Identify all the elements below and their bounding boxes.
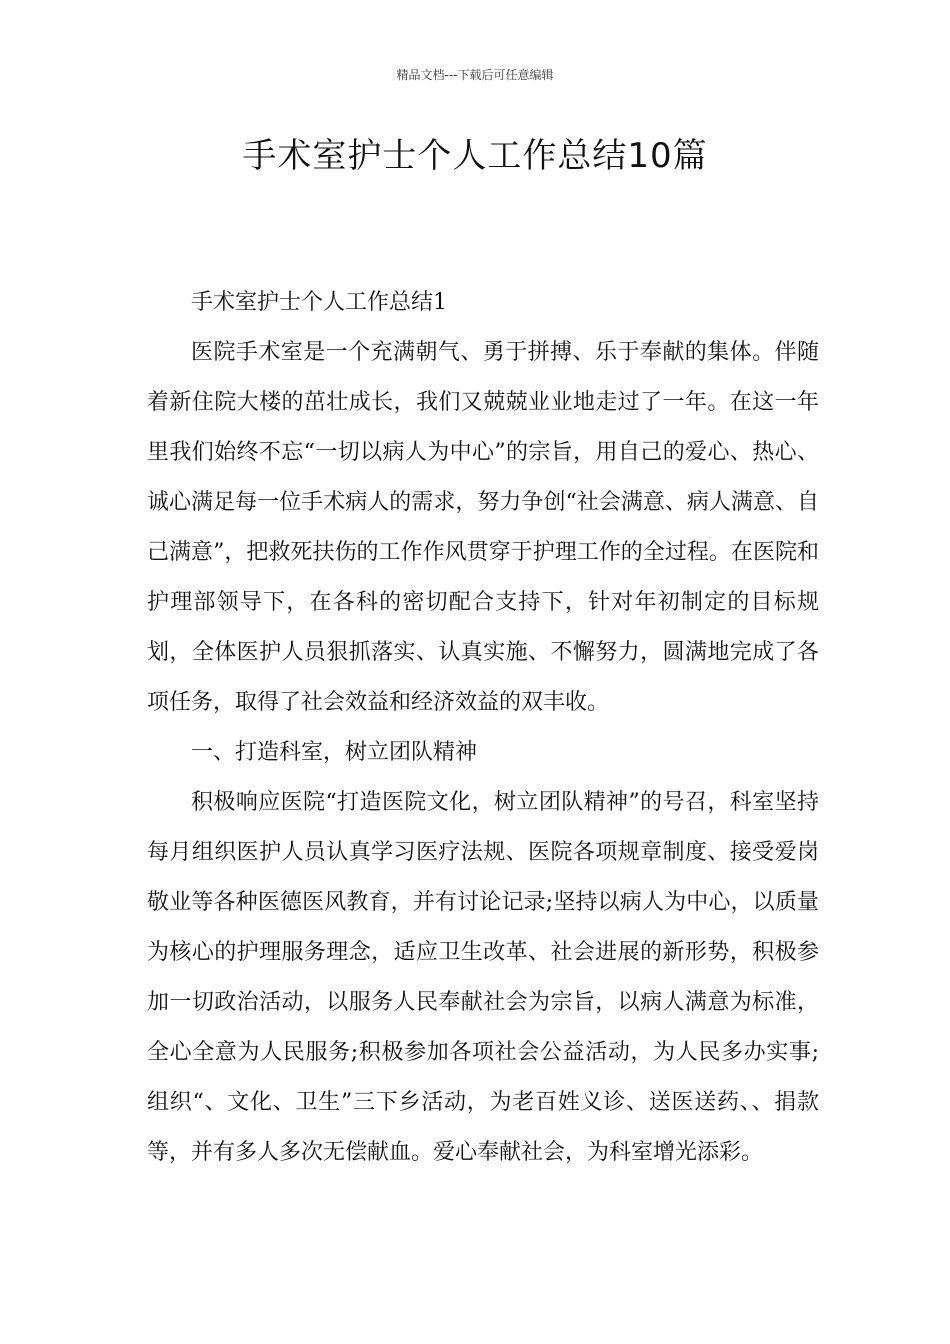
paragraph-team-spirit: 积极响应医院“打造医院文化，树立团队精神”的号召，科室坚持每月组织医护人员认真学习医疗法规、医院各项规章制度、接受爱岗敬业等各种医德医风教育，并有讨论记录;坚持以病人为中心，以质量为核心的护理服务理念，适应卫生改革、社会进展的新形势，积极参加一切政治活动，以服务人民奉献社会为宗旨，以病人满意为标准，全心全意为人民服务;积极参加各项社会公益活动，为人民多办实事;组织“、文化、卫生”三下乡活动，为老百姓义诊、送医送药、、捐款等，并有多人多次无偿献血。爱心奉献社会，为科室增光添彩。 [147,790,819,1165]
header-note: 精品文档---下载后可任意编辑 [396,68,554,82]
section-heading: 一、打造科室，树立团队精神 [191,740,478,765]
paragraph-intro: 医院手术室是一个充满朝气、勇于拼搏、乐于奉献的集体。伴随着新住院大楼的茁壮成长，我们又兢兢业业地走过了一年。在这一年里我们始终不忘“一切以病人为中心”的宗旨，用自己的爱心、热心、诚心满足每一位手术病人的需求，努力争创“社会满意、病人满意、自己满意”，把救死扶伤的工作作风贯穿于护理工作的全过程。在医院和护理部领导下，在各科的密切配合支持下，针对年初制定的目标规划，全体医护人员狠抓落实、认真实施、不懈努力，圆满地完成了各项任务，取得了社会效益和经济效益的双丰收。 [147,340,819,715]
section-subtitle: 手术室护士个人工作总结1 [191,290,447,315]
document-title: 手术室护士个人工作总结10篇 [242,136,708,176]
document-body [147,278,819,1178]
